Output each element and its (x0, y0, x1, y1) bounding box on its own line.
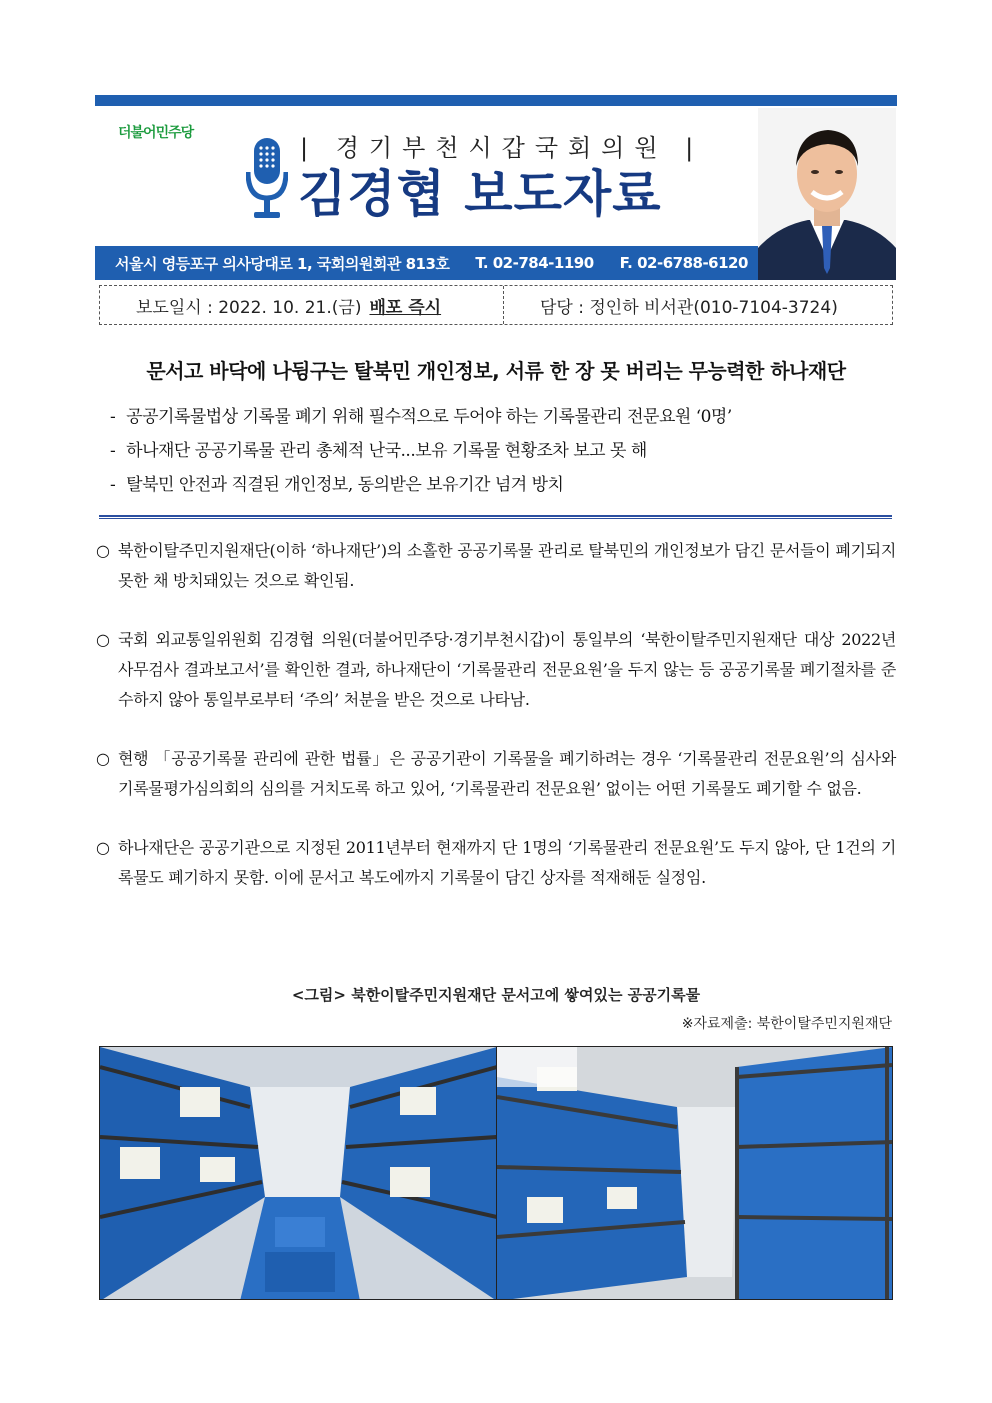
release-date-cell (100, 286, 504, 324)
bullet-icon: ○ (96, 630, 110, 649)
address-text: 서울시 영등포구 의사당대로 1, 국회의원회관 813호 (115, 254, 450, 273)
header-top-bar (95, 95, 897, 106)
summary-item: - 공공기록물법상 기록물 폐기 위해 필수적으로 두어야 하는 기록물관리 전문요원 ‘0명’ (110, 400, 890, 434)
bullet-icon: ○ (96, 749, 110, 768)
contact-person: 담당 : 정인하 비서관(010-7104-3724) (540, 297, 838, 318)
body-paragraph: ○ 하나재단은 공공기관으로 지정된 2011년부터 현재까지 단 1명의 ‘기록물관리 전문요원’도 두지 않아, 단 1건의 기록물도 폐기하지 못함. 이에 문서고 복도에까지 기록물이 담긴 상자를 적재해둔 실정임. (96, 833, 896, 893)
article-title: 문서고 바닥에 나뒹구는 탈북민 개인정보, 서류 한 장 못 버리는 무능력한 하나재단 (146, 359, 846, 383)
figure-source: ※자료제출: 북한이탈주민지원재단 (681, 1016, 892, 1032)
bullet-icon: ○ (96, 541, 110, 560)
microphone-icon (246, 138, 288, 220)
body-paragraph: ○ 북한이탈주민지원재단(이하 ‘하나재단’)의 소홀한 공공기록물 관리로 탈북민의 개인정보가 담긴 문서들이 폐기되지 못한 채 방치돼있는 것으로 확인됨. (96, 536, 896, 596)
phone-number: T. 02-784-1190 (475, 254, 594, 272)
body-paragraph: ○ 국회 외교통일위원회 김경협 의원(더불어민주당·경기부천시갑)이 통일부의 ‘북한이탈주민지원재단 대상 2022년 사무검사 결과보고서’를 확인한 결과, 하나재단이 ‘기록물관리 전문요원’을 두지 않는 등 공공기록물 폐기절차를 준수하지 않아 통일부로부터 ‘주의’ 처분을 받은 것으로 나타남. (96, 625, 896, 715)
body-paragraph: ○ 현행 「공공기록물 관리에 관한 법률」은 공공기관이 기록물을 폐기하려는 경우 ‘기록물관리 전문요원’의 심사와 기록물평가심의회의 심의를 거치도록 하고 있어, ‘기록물관리 전문요원’ 없이는 어떤 기록물도 폐기할 수 없음. (96, 744, 896, 804)
summary-list (110, 400, 890, 502)
portrait-photo (758, 108, 896, 280)
release-info-row (99, 285, 893, 325)
address-bar (95, 246, 758, 280)
summary-item: - 하나재단 공공기록물 관리 총체적 난국...보유 기록물 현황조차 보고 못 해 (110, 434, 890, 468)
party-logo: 더불어민주당 (118, 125, 194, 141)
section-divider (99, 515, 892, 519)
bullet-icon: ○ (96, 838, 110, 857)
release-timing: 배포 즉시 (369, 297, 442, 318)
archive-photo-left (100, 1047, 497, 1299)
release-date: 보도일시 : 2022. 10. 21.(금) (136, 297, 362, 318)
brand-title: 김경협 보도자료 (298, 165, 662, 223)
district-label: | 경기부천시갑국회의원 | (300, 134, 704, 162)
archive-photo-right (497, 1047, 892, 1299)
article-body (96, 536, 896, 893)
figure-photos (99, 1046, 893, 1300)
summary-item: - 탈북민 안전과 직결된 개인정보, 동의받은 보유기간 넘겨 방치 (110, 468, 890, 502)
fax-number: F. 02-6788-6120 (619, 254, 748, 272)
figure-caption: <그림> 북한이탈주민지원재단 문서고에 쌓여있는 공공기록물 (291, 986, 701, 1004)
